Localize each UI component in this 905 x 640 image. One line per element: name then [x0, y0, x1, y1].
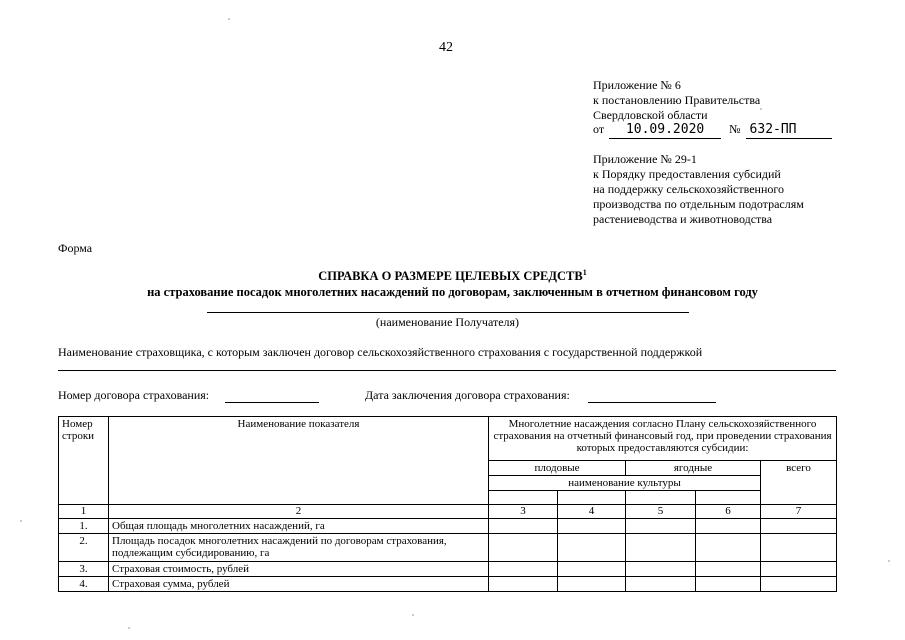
contract-number-label: Номер договора страхования: — [58, 388, 210, 402]
table-row — [59, 534, 837, 562]
decree-number: 632-ПП — [746, 122, 832, 139]
header-fruit: плодовые — [489, 461, 626, 476]
col-number: 5 — [626, 505, 696, 519]
row-indicator: Площадь посадок многолетних насаждений по договорам страхования, подлежащим субсидированию, га — [109, 534, 489, 562]
header-crop-name: наименование культуры — [489, 476, 761, 491]
contract-date-line — [588, 402, 716, 403]
footnote-mark: 1 — [582, 268, 587, 277]
table-row — [59, 577, 837, 592]
contract-number-line — [225, 402, 319, 403]
appendix-6-line-1: Приложение № 6 — [593, 78, 681, 92]
recipient-caption: (наименование Получателя) — [375, 315, 520, 329]
row-indicator: Страховая стоимость, рублей — [109, 562, 489, 577]
date-prefix: от — [593, 122, 605, 136]
row-number: 4. — [59, 577, 109, 592]
decree-date: 10.09.2020 — [609, 122, 721, 139]
scan-speck — [128, 627, 130, 629]
scan-speck — [228, 18, 230, 20]
crop-cell — [558, 491, 626, 505]
recipient-line — [207, 312, 689, 313]
crop-cell — [489, 491, 558, 505]
row-number: 2. — [59, 534, 109, 562]
number-prefix: № — [729, 122, 741, 136]
appendix-6-date-row — [593, 122, 832, 139]
contract-date-label: Дата заключения договора страхования: — [365, 388, 570, 402]
row-indicator: Общая площадь многолетних насаждений, га — [109, 519, 489, 534]
appendix-29-1-line-4: производства по отдельным подотраслям — [593, 197, 804, 211]
col-number: 7 — [761, 505, 837, 519]
scan-speck — [412, 614, 414, 616]
header-total: всего — [761, 461, 837, 505]
row-number: 1. — [59, 519, 109, 534]
col-number: 4 — [558, 505, 626, 519]
col-number: 2 — [109, 505, 489, 519]
col-number: 6 — [696, 505, 761, 519]
row-number: 3. — [59, 562, 109, 577]
page-number: 42 — [439, 40, 453, 55]
document-title — [0, 268, 905, 284]
insurer-label: Наименование страховщика, с которым заключен договор сельскохозяйственного страхования с государственной поддержкой — [58, 345, 703, 359]
form-label: Форма — [58, 241, 93, 255]
header-row-number: Номер строки — [59, 417, 109, 505]
scan-speck — [20, 520, 22, 522]
appendix-29-1-line-5: растениеводства и животноводства — [593, 212, 773, 226]
table-row — [59, 562, 837, 577]
scan-speck — [760, 108, 762, 110]
col-number: 1 — [59, 505, 109, 519]
row-indicator: Страховая сумма, рублей — [109, 577, 489, 592]
header-berry: ягодные — [626, 461, 761, 476]
scan-speck — [888, 560, 890, 562]
title-main: СПРАВКА О РАЗМЕРЕ ЦЕЛЕВЫХ СРЕДСТВ — [318, 269, 583, 284]
appendix-29-1-line-3: на поддержку сельскохозяйственного — [593, 182, 785, 196]
header-group: Многолетние насаждения согласно Плану сельскохозяйственного страхования на отчетный финансовый год, при проведении страхования которых предоставляются субсидии: — [489, 417, 837, 461]
appendix-6-line-3: Свердловской области — [593, 108, 708, 122]
header-indicator: Наименование показателя — [109, 417, 489, 505]
appendix-29-1-line-2: к Порядку предоставления субсидий — [593, 167, 781, 181]
column-numbers-row — [59, 505, 837, 519]
col-number: 3 — [489, 505, 558, 519]
insurer-line — [58, 370, 836, 371]
crop-cell — [696, 491, 761, 505]
appendix-29-1-line-1: Приложение № 29-1 — [593, 152, 697, 166]
table-row — [59, 519, 837, 534]
crop-cell — [626, 491, 696, 505]
subsidy-table — [58, 416, 837, 592]
appendix-6-line-2: к постановлению Правительства — [593, 93, 761, 107]
document-subtitle: на страхование посадок многолетних насаждений по договорам, заключенным в отчетном финансовом году — [147, 285, 758, 299]
